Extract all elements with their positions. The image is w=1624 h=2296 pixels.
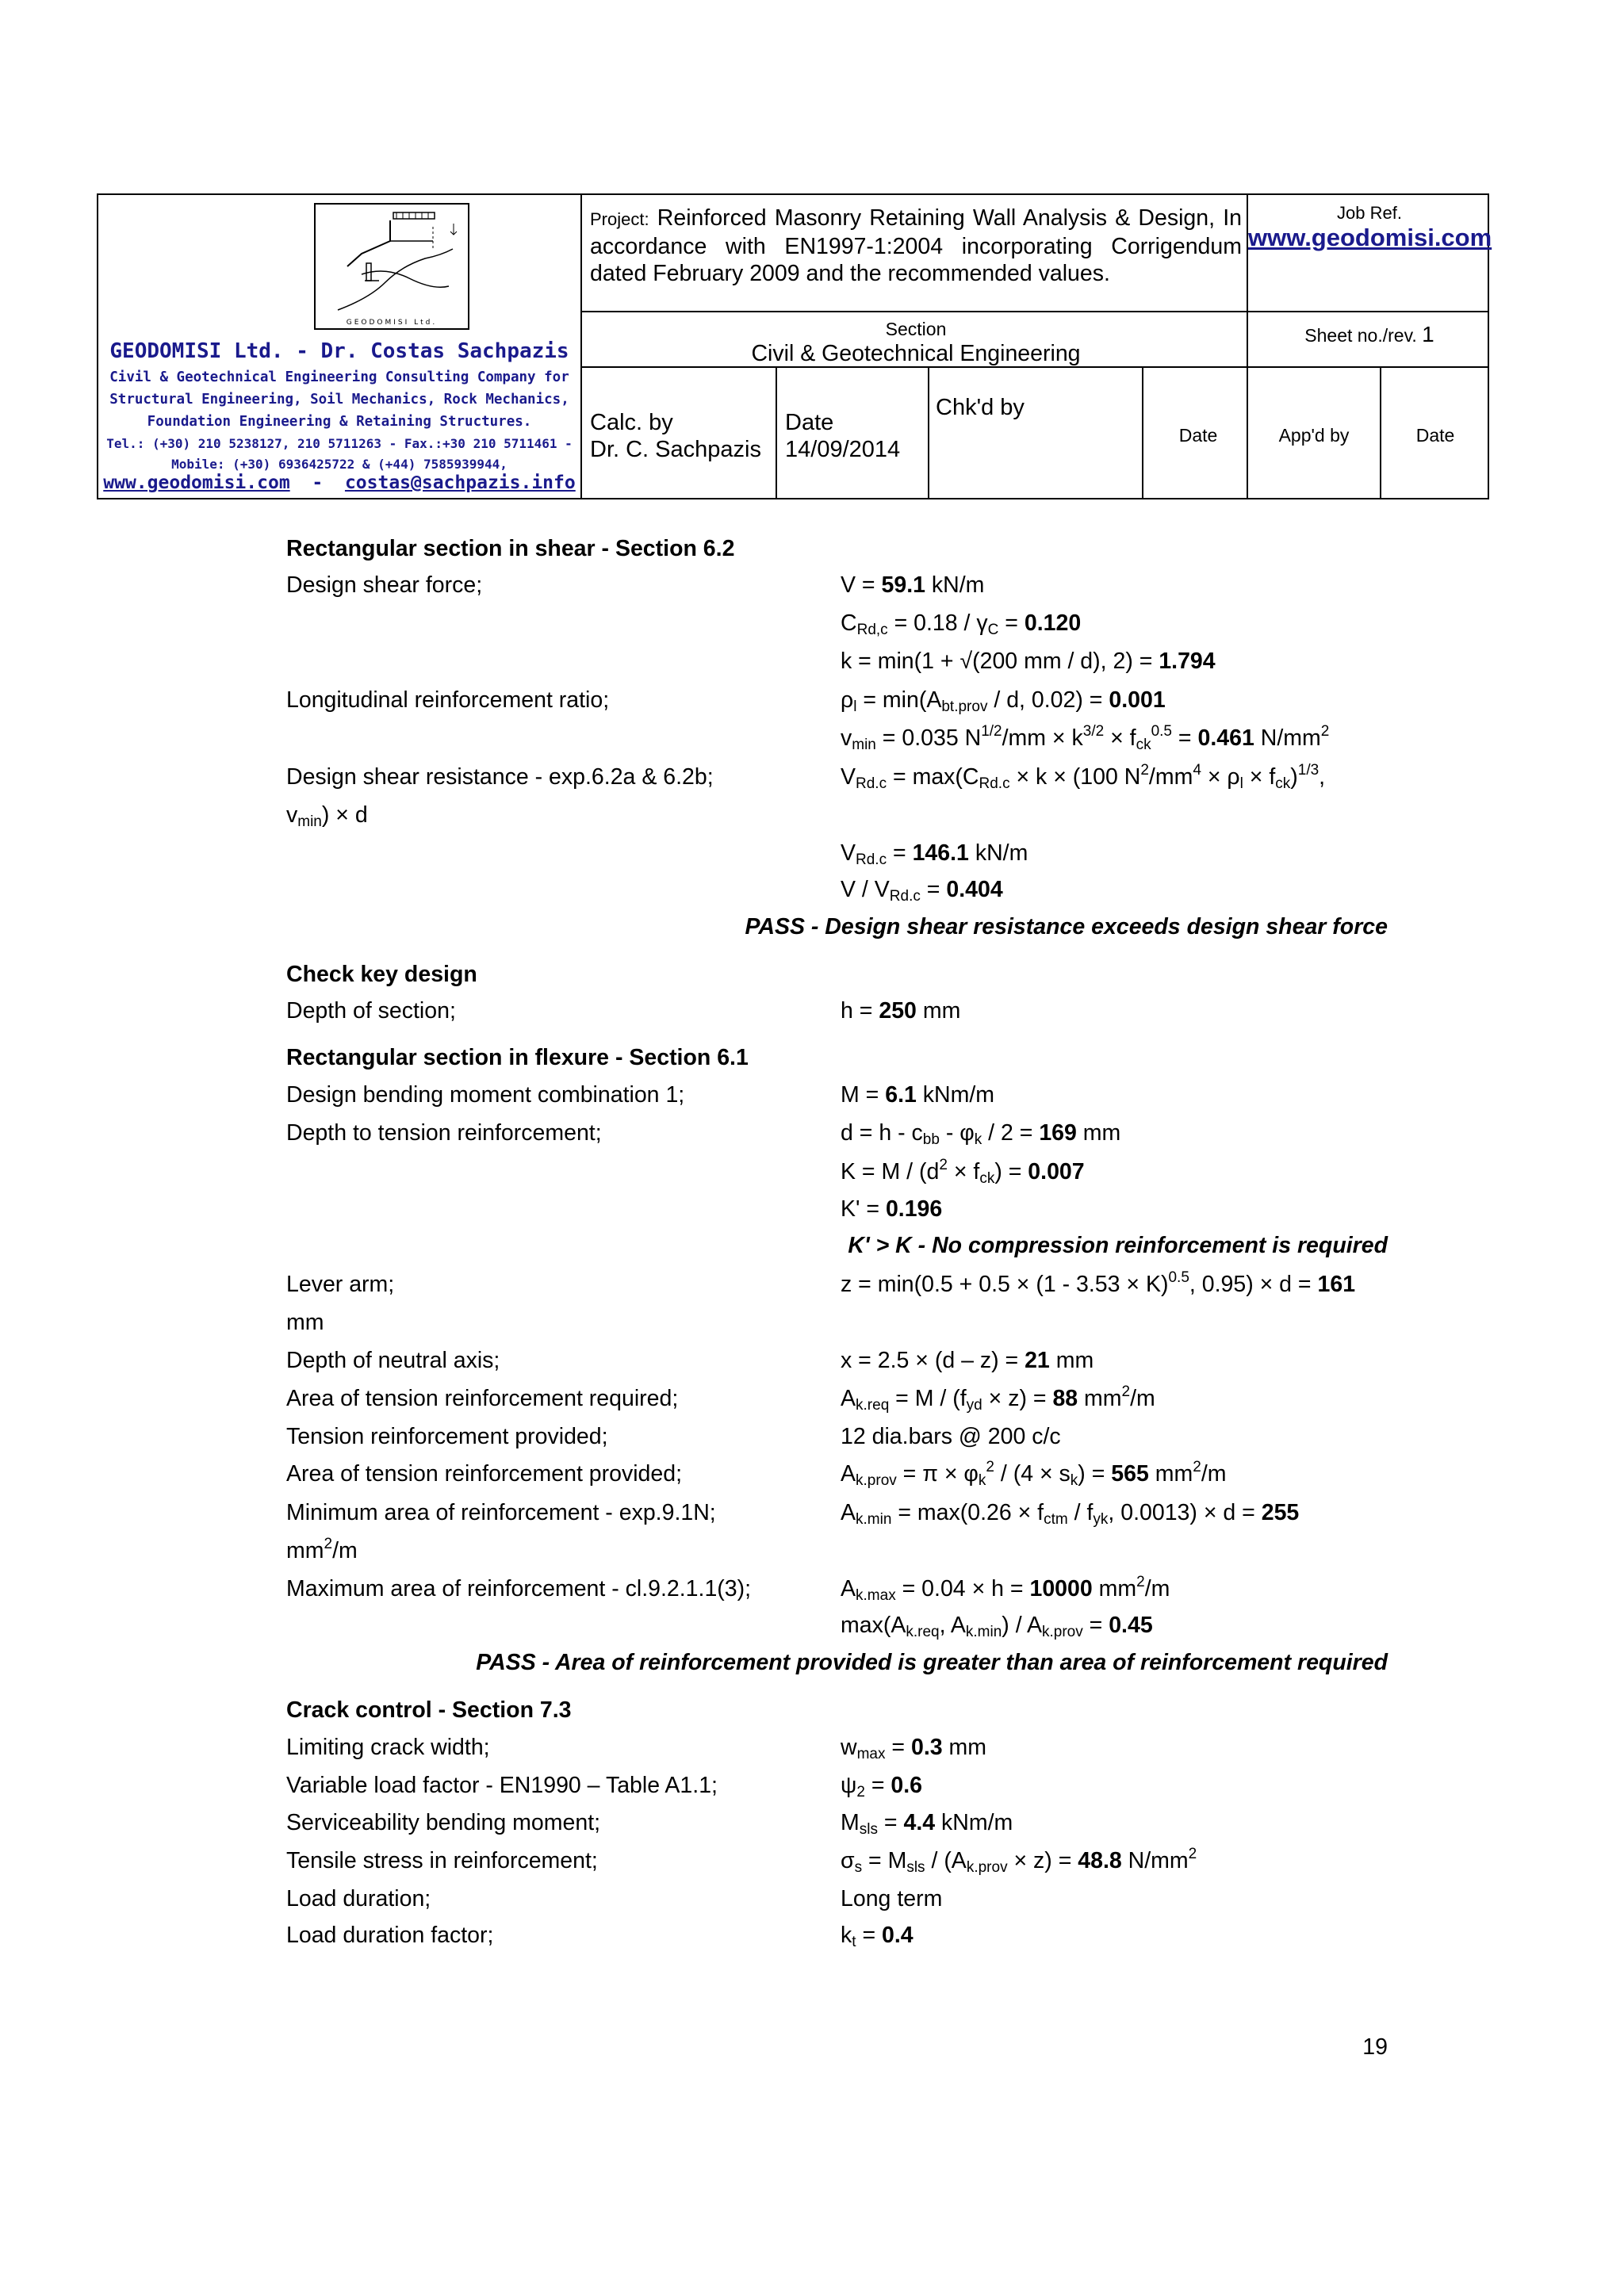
Amin-equation: $A_{k.min} = \max(0.26 \times f_{ctm} / f_{yk}$, 0.0013) × d = 255 <box>841 1500 1300 1528</box>
wmax-value: 0.3 <box>910 1735 943 1760</box>
link-separator: - <box>312 473 324 493</box>
approved-by-label: App'd by <box>1278 425 1350 446</box>
h-value: 250 <box>879 998 917 1024</box>
job-ref-link[interactable]: www.geodomisi.com <box>1248 224 1492 251</box>
rho-value: 0.001 <box>1109 687 1166 713</box>
project-description <box>590 205 1242 287</box>
sigma-equation: $\sigma_s = M_{sls} / (A_{k.prov} \times z) = 48.8$ $N/mm^2$ <box>841 1846 1197 1876</box>
sigma-value: 48.8 <box>1078 1848 1122 1873</box>
checked-date-label: Date <box>1178 425 1218 446</box>
psi-equation: $\psi_2 = 0.6$ <box>841 1773 923 1800</box>
Kprime-value: 0.196 <box>885 1196 943 1222</box>
Areq-value: 88 <box>1052 1386 1078 1411</box>
Areq-equation: $A_{k.req} = M / (f_{yd} \times z) = 88$ $mm^2/m$ <box>841 1383 1155 1414</box>
neutral-axis-label: Depth of neutral axis; <box>286 1348 500 1373</box>
section-value: Civil & Geotechnical Engineering <box>751 341 1081 366</box>
Amax-value: 10000 <box>1029 1576 1093 1601</box>
CRdc-equation: $C_{Rd,c} = 0.18 / \gamma_C = 0.120$ <box>841 610 1082 638</box>
company-desc-line2: Structural Engineering, Soil Mechanics, Rock Mechanics, <box>109 392 569 408</box>
title-block <box>97 193 1492 499</box>
company-desc-line1: Civil & Geotechnical Engineering Consulting Company for <box>109 369 569 385</box>
x-equation: x = 2.5 × (d – z) = 21 mm <box>841 1348 1094 1373</box>
compression-note: K' > K - No compression reinforcement is required <box>848 1233 1388 1258</box>
load-duration-factor-label: Load duration factor; <box>286 1923 494 1948</box>
long-ratio-label: Longitudinal reinforcement ratio; <box>286 687 610 713</box>
flexure-heading: Rectangular section in flexure - Section 6.1 <box>286 1045 749 1070</box>
calc-by-value: Dr. C. Sachpazis <box>590 437 761 462</box>
date-value: 14/09/2014 <box>785 437 901 462</box>
shear-ratio-value: 0.404 <box>946 877 1003 902</box>
K-value: 0.007 <box>1028 1159 1085 1184</box>
flexure-pass-status: PASS - Area of reinforcement provided is greater than area of reinforcement required <box>476 1650 1388 1675</box>
M-unit: kNm/m <box>922 1082 995 1108</box>
calc-by-label: Calc. by <box>590 410 673 435</box>
M-value: 6.1 <box>885 1082 917 1108</box>
reinforcement-provided-value: 12 dia.bars @ 200 c/c <box>841 1424 1061 1449</box>
crack-width-label: Limiting crack width; <box>286 1735 490 1760</box>
design-shear-force-label: Design shear force; <box>286 572 483 598</box>
d-equation: $d = h - c_{bb} - \varphi_k / 2 = 169$ mm <box>841 1120 1121 1148</box>
psi-value: 0.6 <box>891 1773 923 1798</box>
crack-heading: Crack control - Section 7.3 <box>286 1697 572 1723</box>
company-email-link[interactable]: costas@sachpazis.info <box>344 473 576 493</box>
z-unit: mm <box>286 1310 324 1335</box>
utilisation-equation: $\max(A_{k.req}$, $A_{k.min}) / A_{k.prov} = 0.45$ <box>841 1613 1153 1640</box>
VRdc-cont-d: d <box>354 802 368 828</box>
area-required-label: Area of tension reinforcement required; <box>286 1386 679 1411</box>
psi-label: Variable load factor - EN1990 – Table A1.1; <box>286 1773 718 1798</box>
company-website-link[interactable]: www.geodomisi.com <box>103 473 290 493</box>
tensile-stress-label: Tensile stress in reinforcement; <box>286 1848 598 1873</box>
Aprov-value: 565 <box>1111 1461 1149 1487</box>
d-value: 169 <box>1039 1120 1077 1146</box>
Aprov-equation: $A_{k.prov} = \pi \times \varphi_k^2 / (4 \times s_k) = 565$ $mm^2/m$ <box>841 1459 1227 1489</box>
company-mobile: Mobile: (+30) 6936425722 & (+44) 7585939944, <box>171 457 508 472</box>
sheet-value: 1 <box>1422 322 1434 346</box>
k-value: 1.794 <box>1159 649 1216 674</box>
project-label: Project: <box>590 209 649 229</box>
company-desc-line3: Foundation Engineering & Retaining Structures. <box>147 414 532 430</box>
k-equation: k = min(1 + √(200 mm / d), 2) = 1.794 <box>841 649 1216 674</box>
load-duration-value: Long term <box>841 1886 943 1911</box>
sheet-label: Sheet no./rev. <box>1304 325 1417 346</box>
shear-pass-status: PASS - Design shear resistance exceeds design shear force <box>745 914 1388 939</box>
kt-value: 0.4 <box>882 1923 914 1948</box>
calc-date <box>785 409 900 463</box>
utilisation-value: 0.45 <box>1109 1613 1153 1638</box>
calc-by <box>590 409 761 463</box>
key-heading: Check key design <box>286 962 477 987</box>
company-logo <box>265 203 520 339</box>
x-unit: mm <box>1055 1348 1094 1373</box>
Amin-value: 255 <box>1261 1500 1300 1525</box>
company-name: GEODOMISI Ltd. - Dr. Costas Sachpazis <box>109 339 569 363</box>
company-phone: Tel.: (+30) 210 5238127, 210 5711263 - Fax.:+30 210 5711461 - <box>106 436 573 451</box>
approved-date-label: Date <box>1415 425 1455 446</box>
lever-arm-label: Lever arm; <box>286 1272 395 1297</box>
msls-unit: kNm/m <box>941 1810 1013 1835</box>
job-ref-label: Job Ref. <box>1337 203 1402 223</box>
V-unit: kN/m <box>931 572 985 598</box>
wmax-equation: $w_{max} = 0.3$ mm <box>841 1735 987 1762</box>
msls-label: Serviceability bending moment; <box>286 1810 601 1835</box>
d-unit: mm <box>1082 1120 1121 1146</box>
z-equation: $z = \min(0.5 + 0.5 \times (1 - 3.53 \times K)^{0.5}$, 0.95) × d = 161 <box>841 1269 1356 1297</box>
M-equation: M = 6.1 kNm/m <box>841 1082 995 1108</box>
depth-of-section-label: Depth of section; <box>286 998 456 1024</box>
project-text: Reinforced Masonry Retaining Wall Analysis & Design, In accordance with EN1997-1:2004 incorporating Corrigendum dated February 2009 and the recommended values. <box>590 205 1242 286</box>
page-number: 19 <box>1362 2034 1388 2060</box>
Amax-equation: $A_{k.max} = 0.04 \times h = 10000$ $mm^2/m$ <box>841 1574 1170 1604</box>
h-unit: mm <box>922 998 961 1024</box>
VRdc-equation: $V_{Rd.c} = \max(C_{Rd.c} \times k \times (100$ $N^2/mm^4 \times \rho_l \times f_{ck})^{1/3}$, <box>841 762 1326 792</box>
company-links <box>98 473 580 493</box>
K-equation: $K = M / (d^2 \times f_{ck}) = 0.007$ <box>841 1157 1085 1187</box>
max-area-label: Maximum area of reinforcement - cl.9.2.1.1(3); <box>286 1576 752 1601</box>
section-label: Section <box>885 319 947 339</box>
date-label: Date <box>785 410 834 435</box>
depth-tension-label: Depth to tension reinforcement; <box>286 1120 602 1146</box>
reinforcement-provided-label: Tension reinforcement provided; <box>286 1424 608 1449</box>
min-area-label: Minimum area of reinforcement - exp.9.1N; <box>286 1500 716 1525</box>
area-provided-label: Area of tension reinforcement provided; <box>286 1461 683 1487</box>
kt-equation: $k_t = 0.4$ <box>841 1923 914 1950</box>
Amin-unit: $mm^2/m$ <box>286 1536 358 1563</box>
msls-equation: $M_{sls} = 4.4$ kNm/m <box>841 1810 1013 1838</box>
x-value: 21 <box>1025 1348 1050 1373</box>
moment-label: Design bending moment combination 1; <box>286 1082 685 1108</box>
wmax-unit: mm <box>948 1735 987 1760</box>
shear-heading: Rectangular section in shear - Section 6.2 <box>286 536 735 561</box>
CRdc-value: 0.120 <box>1024 610 1082 636</box>
VRdc-result: $V_{Rd.c} = 146.1$ kN/m <box>841 840 1028 868</box>
rho-equation: $\rho_l = \min(A_{bt.prov} / d$, 0.02) = 0.001 <box>841 687 1166 715</box>
logo-text: GEODOMISI Ltd. <box>346 319 438 327</box>
VRdc-value: 146.1 <box>912 840 969 866</box>
load-duration-label: Load duration; <box>286 1886 431 1911</box>
V-equation: V = 59.1 kN/m <box>841 572 985 598</box>
VRdc-equation-cont: $v_{min}) \times d$ <box>286 802 368 830</box>
V-value: 59.1 <box>881 572 925 598</box>
shear-resistance-label: Design shear resistance - exp.6.2a & 6.2b; <box>286 764 714 790</box>
z-value: 161 <box>1317 1272 1356 1297</box>
msls-value: 4.4 <box>903 1810 936 1835</box>
sheet-number <box>1248 322 1491 347</box>
Kprime-equation: K' = 0.196 <box>841 1196 943 1222</box>
h-equation: h = 250 mm <box>841 998 961 1024</box>
vmin-equation: $v_{min} = 0.035$ $N^{1/2}/mm \times k^{3/2} \times f_{ck}^{0.5} = 0.461$ $N/mm^2$ <box>841 723 1330 753</box>
checked-by-label: Chk'd by <box>936 395 1025 420</box>
shear-ratio: $V / V_{Rd.c} = 0.404$ <box>841 877 1003 905</box>
vmin-value: 0.461 <box>1197 725 1254 751</box>
VRdc-unit: kN/m <box>975 840 1028 866</box>
